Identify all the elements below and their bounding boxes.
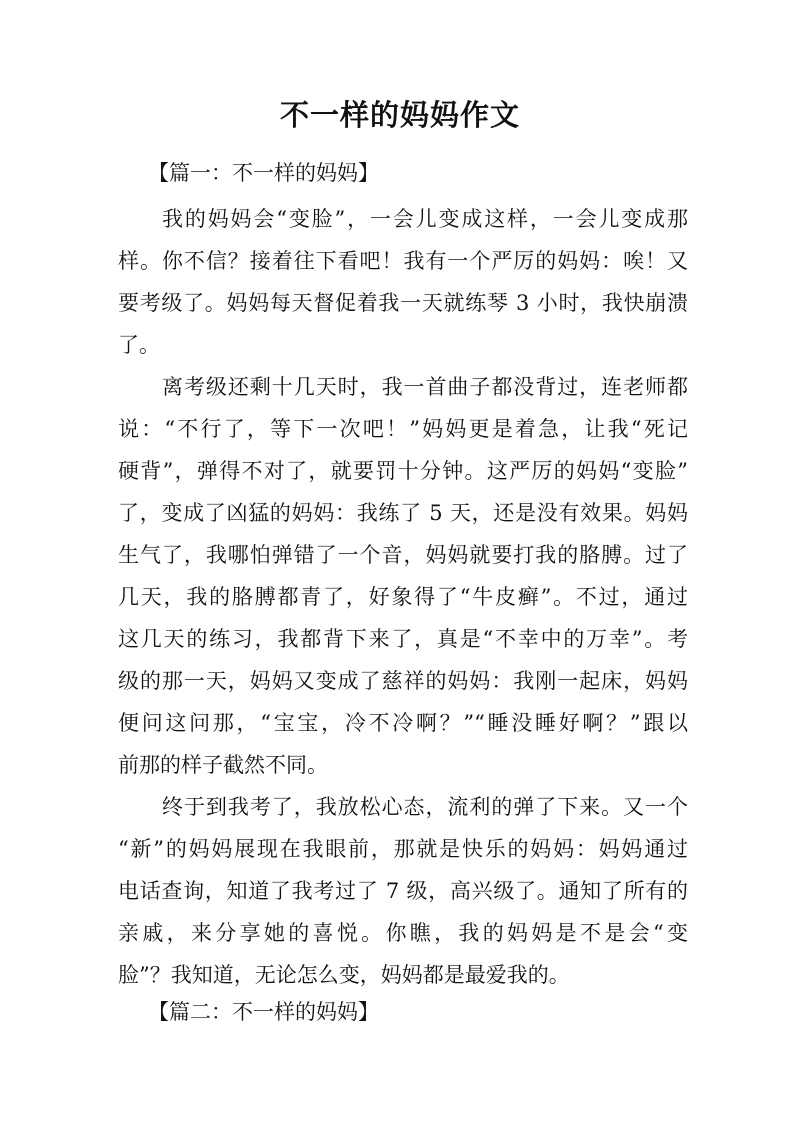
paragraph-line: 终于到我考了，我放松心态，流利的弹了下来。又一个 xyxy=(162,795,688,819)
paragraph-line: 说：“不行了，等下一次吧！”妈妈更是着急，让我“死记 xyxy=(118,417,688,441)
document-title: 不一样的妈妈作文 xyxy=(279,98,520,132)
paragraph-2 xyxy=(118,366,688,786)
paragraph-line: 离考级还剩十几天时，我一首曲子都没背过，连老师都 xyxy=(162,375,688,399)
paragraph-line: 这几天的练习，我都背下来了，真是“不幸中的万幸”。考 xyxy=(118,627,688,651)
paragraph-line: 了。 xyxy=(118,333,160,357)
paragraph-line: 生气了，我哪怕弹错了一个音，妈妈就要打我的胳膊。过了 xyxy=(118,543,688,567)
paragraph-1 xyxy=(118,198,688,366)
paragraph-line: 脸”？我知道，无论怎么变，妈妈都是最爱我的。 xyxy=(118,963,570,987)
paragraph-line: 亲戚，来分享她的喜悦。你瞧，我的妈妈是不是会“变 xyxy=(118,921,688,945)
section-heading-1: 【篇一：不一样的妈妈】 xyxy=(148,161,379,185)
paragraph-line: 要考级了。妈妈每天督促着我一天就练琴 3 小时，我快崩溃 xyxy=(118,291,688,315)
paragraph-line: 了，变成了凶猛的妈妈：我练了 5 天，还是没有效果。妈妈 xyxy=(118,501,688,525)
paragraph-line: “新”的妈妈展现在我眼前，那就是快乐的妈妈：妈妈通过 xyxy=(118,837,688,861)
paragraph-line: 便问这问那，“宝宝，冷不冷啊？”“睡没睡好啊？”跟以 xyxy=(118,711,688,735)
paragraph-line: 硬背”，弹得不对了，就要罚十分钟。这严厉的妈妈“变脸” xyxy=(118,459,688,483)
paragraph-line: 前那的样子截然不同。 xyxy=(118,753,328,777)
section-heading-2: 【篇二：不一样的妈妈】 xyxy=(148,1000,379,1024)
paragraph-line: 几天，我的胳膊都青了，好象得了“牛皮癣”。不过，通过 xyxy=(118,585,688,609)
paragraph-line: 电话查询，知道了我考过了 7 级，高兴级了。通知了所有的 xyxy=(118,879,688,903)
paragraph-3 xyxy=(118,786,688,996)
paragraph-line: 我的妈妈会“变脸”，一会儿变成这样，一会儿变成那 xyxy=(162,207,688,231)
paragraph-line: 级的那一天，妈妈又变成了慈祥的妈妈：我刚一起床，妈妈 xyxy=(118,669,688,693)
paragraph-line: 样。你不信？接着往下看吧！我有一个严厉的妈妈：唉！又 xyxy=(118,249,688,273)
